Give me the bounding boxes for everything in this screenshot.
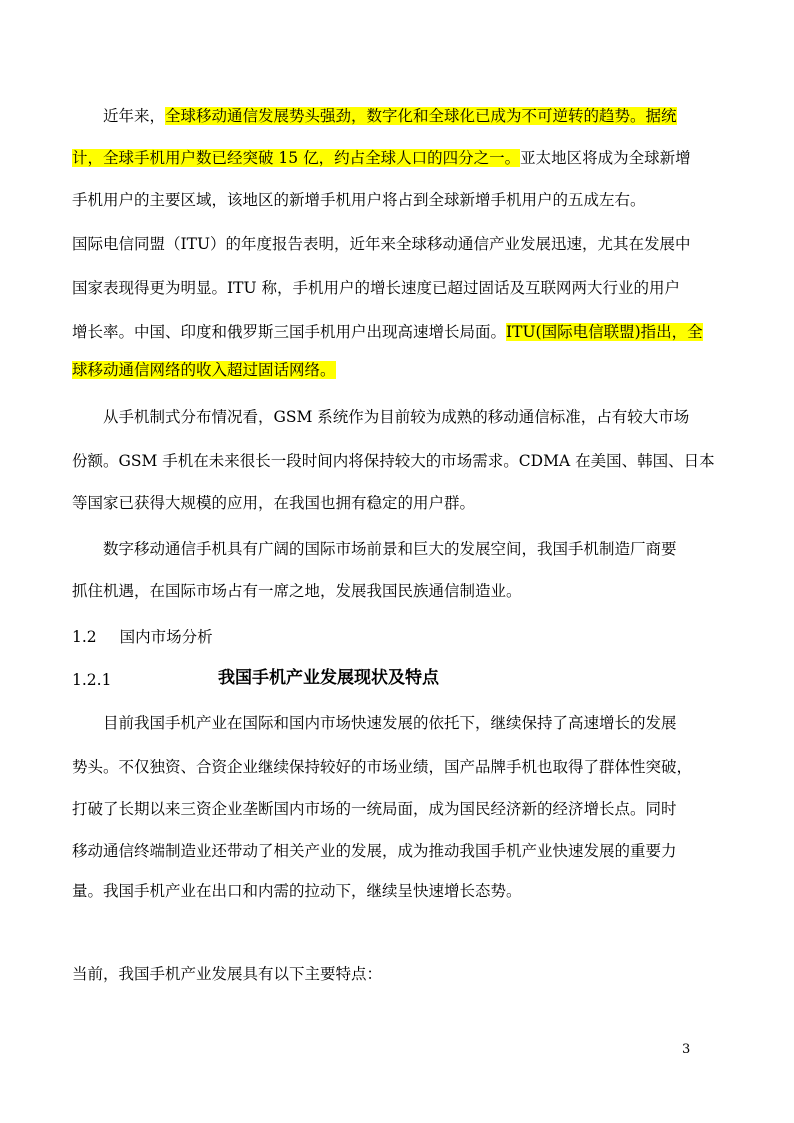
text-run: 量。我国手机产业在出口和内需的拉动下，继续呈快速增长态势。 xyxy=(72,882,522,900)
paragraph-3-line-3 xyxy=(72,492,732,514)
text-run: 增长率。中国、印度和俄罗斯三国手机用户出现高速增长局面。 xyxy=(72,323,507,341)
paragraph-2-line-3 xyxy=(72,321,732,343)
paragraph-1-line-2 xyxy=(72,147,732,169)
section-title: 国内市场分析 xyxy=(119,628,213,646)
paragraph-6-line-1 xyxy=(72,963,732,985)
text-run: 国际电信同盟（ITU）的年度报告表明，近年来全球移动通信产业发展迅速，尤其在发展中 xyxy=(72,235,691,253)
section-number: 1.2.1 xyxy=(72,671,112,689)
text-run: 近年来， xyxy=(103,107,166,125)
text-run: 从手机制式分布情况看，GSM 系统作为目前较为成熟的移动通信标准，占有较大市场 xyxy=(103,408,690,426)
paragraph-3-line-1 xyxy=(72,406,732,428)
text-run: 等国家已获得大规模的应用，在我国也拥有稳定的用户群。 xyxy=(72,494,476,512)
text-run: 打破了长期以来三资企业垄断国内市场的一统局面，成为国民经济新的经济增长点。同时 xyxy=(72,800,677,818)
text-run: 数字移动通信手机具有广阔的国际市场前景和巨大的发展空间，我国手机制造厂商要 xyxy=(103,540,677,558)
paragraph-5-line-3 xyxy=(72,798,732,820)
paragraph-1-line-3 xyxy=(72,189,732,211)
page-number: 3 xyxy=(682,1042,691,1057)
paragraph-4-line-2 xyxy=(72,580,732,602)
paragraph-1-line-1 xyxy=(72,105,732,127)
paragraph-5-line-2 xyxy=(72,756,732,778)
text-run: 抓住机遇，在国际市场占有一席之地，发展我国民族通信制造业。 xyxy=(72,582,522,600)
section-number: 1.2 xyxy=(72,628,97,646)
highlighted-text: 球移动通信网络的收入超过固话网络。 xyxy=(72,361,336,379)
section-title: 我国手机产业发展现状及特点 xyxy=(218,668,439,688)
text-run: 目前我国手机产业在国际和国内市场快速发展的依托下，继续保持了高速增长的发展 xyxy=(103,714,677,732)
paragraph-2-line-4 xyxy=(72,359,732,381)
text-run: 势头。不仅独资、合资企业继续保持较好的市场业绩，国产品牌手机也取得了群体性突破， xyxy=(72,758,693,776)
paragraph-2-line-2 xyxy=(72,277,732,299)
text-run: 国家表现得更为明显。ITU 称，手机用户的增长速度已超过固话及互联网两大行业的用户 xyxy=(72,279,680,297)
paragraph-4-line-1 xyxy=(72,538,732,560)
paragraph-5-line-4 xyxy=(72,840,732,862)
text-run: 当前，我国手机产业发展具有以下主要特点： xyxy=(72,965,383,983)
text-run: 亚太地区将成为全球新增 xyxy=(520,149,691,167)
highlighted-text: 计，全球手机用户数已经突破 15 亿，约占全球人口的四分之一。 xyxy=(72,149,521,167)
paragraph-5-line-5 xyxy=(72,880,732,902)
paragraph-5-line-1 xyxy=(72,712,732,734)
highlighted-text: ITU(国际电信联盟)指出，全 xyxy=(506,323,703,341)
text-run: 份额。GSM 手机在未来很长一段时间内将保持较大的市场需求。CDMA 在美国、韩国、日本 xyxy=(72,452,715,470)
text-run: 手机用户的主要区域，该地区的新增手机用户将占到全球新增手机用户的五成左右。 xyxy=(72,191,646,209)
text-run: 移动通信终端制造业还带动了相关产业的发展，成为推动我国手机产业快速发展的重要力 xyxy=(72,842,677,860)
highlighted-text: 全球移动通信发展势头强劲，数字化和全球化已成为不可逆转的趋势。据统 xyxy=(165,107,677,125)
section-heading-1-2 xyxy=(72,626,732,648)
paragraph-3-line-2 xyxy=(72,450,732,472)
paragraph-2-line-1 xyxy=(72,233,732,255)
